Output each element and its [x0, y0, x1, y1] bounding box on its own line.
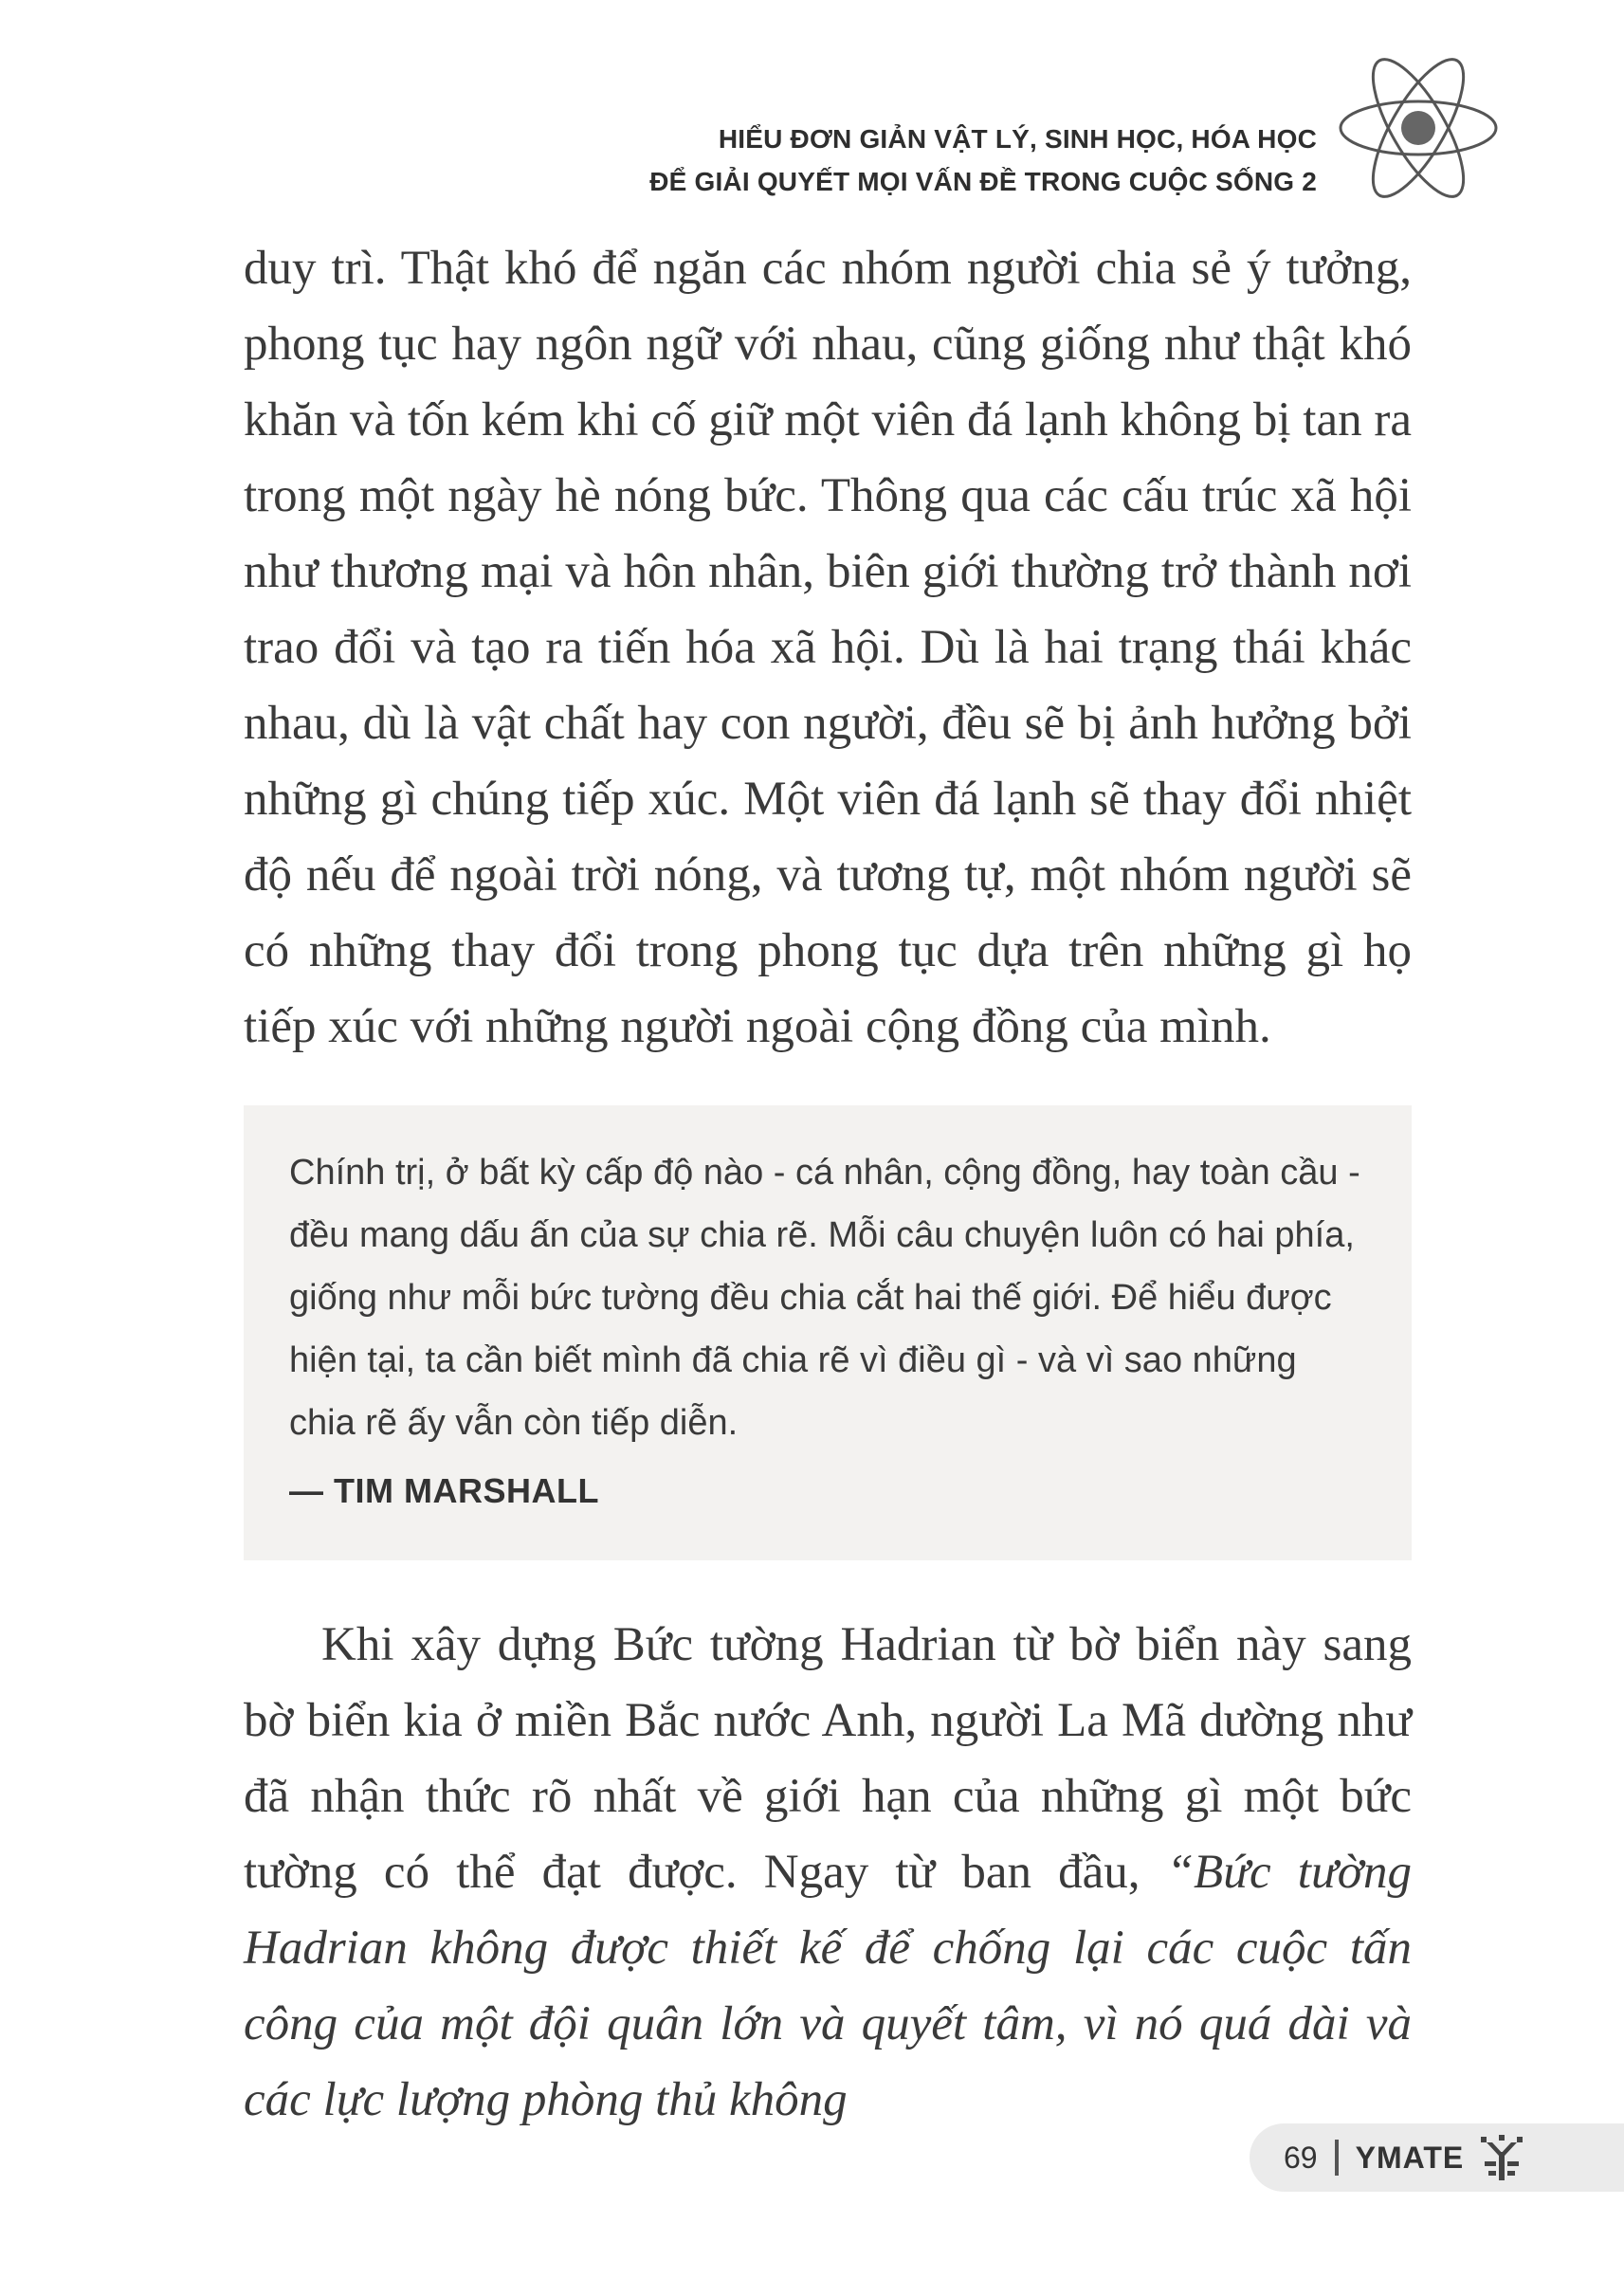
page-footer — [1250, 2123, 1624, 2192]
footer-divider — [1335, 2140, 1339, 2176]
brand-name: YMATE — [1355, 2140, 1465, 2175]
paragraph-2-italic-quote: “Bức tường Hadrian không được thiết kế để chống lại các cuộc tấn công của một đội quân lớn và quyết tâm, vì nó quá dài và các lực lượng phòng thủ không — [244, 1846, 1412, 2126]
body-paragraph-2 — [244, 1607, 1412, 2138]
body-paragraph-1: duy trì. Thật khó để ngăn các nhóm người chia sẻ ý tưởng, phong tục hay ngôn ngữ với nhau, cũng giống như thật khó khăn và tốn kém khi cố giữ một viên đá lạnh không bị tan ra trong một ngày hè nóng bức. Thông qua các cấu trúc xã hội như thương mại và hôn nhân, biên giới thường trở thành nơi trao đổi và tạo ra tiến hóa xã hội. Dù là hai trạng thái khác nhau, dù là vật chất hay con người, đều sẽ bị ảnh hưởng bởi những gì chúng tiếp xúc. Một viên đá lạnh sẽ thay đổi nhiệt độ nếu để ngoài trời nóng, và tương tự, một nhóm người sẽ có những thay đổi trong phong tục dựa trên những gì họ tiếp xúc với những người ngoài cộng đồng của mình. — [244, 242, 1412, 1053]
page-number: 69 — [1284, 2140, 1318, 2175]
quote-author: — TIM MARSHALL — [289, 1471, 599, 1510]
atom-icon — [1336, 57, 1502, 199]
quote-text: Chính trị, ở bất kỳ cấp độ nào - cá nhân, cộng đồng, hay toàn cầu - đều mang dấu ấn của sự chia rẽ. Mỗi câu chuyện luôn có hai phía, giống như mỗi bức tường đều chia cắt hai thế giới. Để hiểu được hiện tại, ta cần biết mình đã chia rẽ vì điều gì - và vì sao những chia rẽ ấy vẫn còn tiếp diễn. — [289, 1153, 1360, 1443]
paragraph-2-text: Khi xây dựng Bức tường Hadrian từ bờ biển này sang bờ biển kia ở miền Bắc nước Anh, người La Mã dường như đã nhận thức rõ nhất về giới hạn của những gì một bức tường có thể đạt được. Ngay từ ban đầu, — [244, 1618, 1412, 1899]
ymate-logo-icon — [1477, 2133, 1526, 2182]
header-line-2: ĐỂ GIẢI QUYẾT MỌI VẤN ĐỀ TRONG CUỘC SỐNG 2 — [649, 167, 1317, 196]
running-header — [649, 118, 1317, 203]
header-line-1: HIỂU ĐƠN GIẢN VẬT LÝ, SINH HỌC, HÓA HỌC — [718, 124, 1317, 154]
quote-box — [244, 1105, 1412, 1560]
